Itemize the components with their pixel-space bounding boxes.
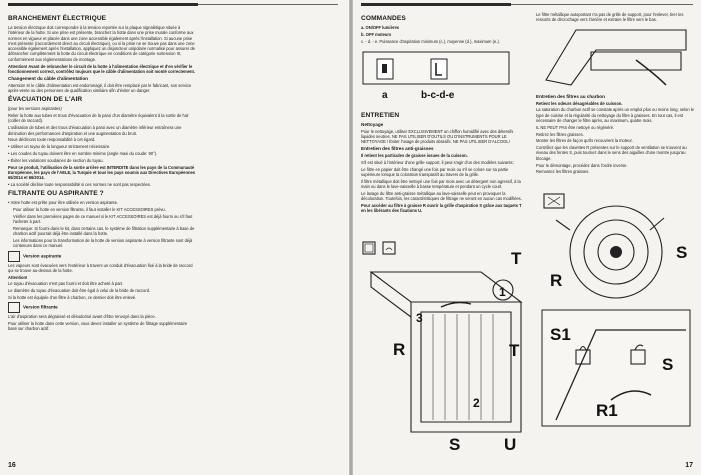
label-3: 3 bbox=[416, 311, 423, 325]
step: Monter les filtres de façon qu'ils recouvrent la moteur. bbox=[536, 138, 633, 144]
left-column bbox=[8, 12, 196, 333]
duct-icon bbox=[8, 251, 20, 262]
motor-buttons-icon bbox=[431, 59, 447, 79]
subsection-title-charbon: Entretien des filtres au charbon bbox=[536, 94, 605, 99]
autoportant-filter-figure bbox=[536, 20, 696, 90]
list-item-text: Les coudes du tuyau doivent être en nombre minime (angle maxi du coude: 90°). bbox=[10, 150, 158, 156]
paragraph: Pour le nettoyage, utiliser EXCLUSIVEMENT un chiffon humidifié avec des détersifs liquides neutres. NE PAS UTILISER D'OUTILS OU D'INSTRUMENTS POUR LE NETTOYAGE ! Éviter l'usage de produits abrasifs. NE PAS UTILISER D'ALCOOL! bbox=[361, 128, 514, 145]
subsection-title-nettoyage: Nettoyage bbox=[361, 122, 384, 127]
paragraph: La tension électrique doit correspondre à la tension reportée sur la plaque signalétique située à l'intérieur de la hotte. Si une prise est présente, branchez la hotte dans une prise murale conforme aux normes en vigueur et placée dans une zone accessible également après l'installation. Si aucune prise n'est présente (raccordement direct au circuit électrique), ou si la prise ne se trouve pas dans une zone accessible également après l'installation, appliquez un disjoncteur unipolaire normalisé pour assurer de débrancher complètement la hotte du circuit électrique en conditions de catégorie surtension III, conformément aux réglementations de montage. bbox=[8, 25, 195, 62]
step: Contrôlez que les clavettes R présentes sur le support de ventilation se trouvent au niveau des fentes S, puis tournez dans le sens des aiguilles d'une montre jusqu'au blocage. bbox=[536, 145, 687, 161]
list-item: • Éviter les variations soudaines de section du tuyau. bbox=[8, 157, 104, 163]
paragraph-attention: Attention! bbox=[8, 274, 28, 280]
list-item: Pour utiliser la hotte en version filtrante, il faut installer le KIT ACCESSOIRES prévu. bbox=[13, 207, 166, 213]
grease-filter-figure bbox=[361, 232, 531, 457]
label-2: 2 bbox=[473, 396, 480, 410]
list-item: • Les coudes du tuyau doivent être en nombre minime (angle maxi du coude: 90°). bbox=[8, 150, 158, 156]
label-R: R bbox=[550, 271, 563, 290]
paragraph: Pour utiliser la hotte dans cette version, vous devez installer un système de filtrage supplémentaire basé sur charbon actif. bbox=[8, 321, 188, 332]
right-column-1-entretien bbox=[361, 109, 526, 215]
paragraph: Le tuyau d'évacuation n'est pas fourni et doit être acheté à part. bbox=[8, 281, 124, 287]
paragraph: La saturation du charbon actif se constate après un emploi plus ou moins long, selon le type de cuisine et la régularité du nettoyage du filtre à graisses. En tout cas, il est nécessaire de changer le filtre après, au maximum, quatre mois. bbox=[536, 107, 694, 123]
step: Pour le démontage, procédez dans l'ordre inverse. bbox=[536, 162, 628, 168]
recirculation-icon bbox=[8, 302, 20, 313]
paragraph: Pour accéder au filtre à graisse R ouvrir la grille d'aspiration S grâce aux taquets T en les libérants des fixations U. bbox=[361, 202, 522, 214]
section-title-commandes: COMMANDES bbox=[361, 15, 406, 22]
carbon-filter-figure bbox=[536, 190, 696, 440]
label-1: 1 bbox=[499, 285, 506, 299]
label-T: T bbox=[511, 249, 522, 268]
subsection-title-text: Version aspirante bbox=[23, 253, 62, 259]
subsection-title-cable: Changement du câble d'alimentation bbox=[8, 76, 88, 82]
section-title-branchement: BRANCHEMENT ÉLECTRIQUE bbox=[8, 15, 107, 22]
header-rule bbox=[511, 4, 693, 5]
header-bar bbox=[361, 3, 511, 6]
right-column-1 bbox=[361, 12, 526, 45]
step: Retirez les filtres graisses. bbox=[536, 131, 584, 137]
subsection-title-aspirante bbox=[8, 251, 196, 262]
paragraph: Nous déclinons toute responsabilité à cet égard. bbox=[8, 137, 96, 143]
list-item: Les informations pour la transformation de la hotte de version aspirante à version filtrante sont déjà contenues dans ce manuel. bbox=[13, 238, 193, 249]
label-R: R bbox=[393, 340, 406, 359]
paragraph: IL NE PEUT PAS être nettoyé ou régénéré. bbox=[536, 124, 615, 130]
paragraph: Les vapeurs sont évacuées vers l'extérieur à travers un conduit d'évacuation fixé à la bride de raccord qui se trouve au-dessus de la hotte. bbox=[8, 262, 193, 273]
section-title-filtrante: FILTRANTE OU ASPIRANTE ? bbox=[8, 190, 104, 198]
filter-panel bbox=[591, 52, 681, 70]
paragraph-warning: Pour ce produit, l'utilisation de la sortie arrière est INTERDITE dans les pays de la Communauté Européenne, les pays de l'AELE, la Turquie et tous les pays soumis aux Directives Européennes 65/2014 et 66/2014. bbox=[8, 164, 195, 181]
page-number: 16 bbox=[8, 462, 16, 469]
subsection-title-text: Version filtrante bbox=[23, 305, 58, 311]
paragraph: (pour les versions aspirantes) bbox=[8, 106, 62, 112]
step: Remontez les filtres graisses. bbox=[536, 169, 590, 175]
right-page bbox=[353, 0, 701, 475]
paragraph: S'il est situé à l'intérieur d'une grille support, il peut s'agir d'un des modèles suivants: bbox=[361, 159, 514, 165]
paragraph: Le lavage du filtre anti-graisse métallique au lave-vaisselle peut en provoquer la décoloration. Toutefois, les caractéristiques de filtrage ne seront en aucun cas modifiées. bbox=[361, 190, 522, 202]
paragraph: Il retient les particules de graisse issues de la cuisson. bbox=[361, 153, 468, 159]
paragraph: L'air d'aspiration sera dégraissé et désodorisé avant d'être renvoyé dans la pièce. bbox=[8, 314, 156, 320]
list-item: Vérifier dans les premières pages de ce manuel si le KIT ACCESSOIRES est déjà fourni ou s'il faut l'acheter à part. bbox=[13, 213, 193, 225]
list-item: • La société décline toute responsabilité si ces normes ne sont pas respectées. bbox=[8, 181, 151, 187]
control-item: a. ON/OFF lumières bbox=[361, 25, 399, 30]
list-item-text: Utiliser un tuyau de la longueur strictement nécessaire. bbox=[10, 144, 111, 150]
page-number: 17 bbox=[685, 462, 693, 469]
hand-icon bbox=[636, 60, 666, 85]
paragraph: Si la hotte est équipée d'un filtre à charbon, ce dernier doit être enlevé. bbox=[8, 295, 137, 301]
hood-outline bbox=[546, 30, 686, 85]
subsection-title-filtres: Entretien des filtres anti-graisses bbox=[361, 146, 434, 152]
control-item: c. - d. - e. Puissance d'aspiration minimum (c.), moyenne (d.), maximum (e.). bbox=[361, 38, 500, 44]
list-item: Remarque: Si fourni dans le kit, dans certains cas, le système de filtration supplémentaire à base de charbon actif pourrait déjà être installé dans la hotte. bbox=[13, 225, 195, 237]
paragraph: Attention! Si le câble d'alimentation est endommagé, il doit être remplacé par le fabricant, son service après-vente ou des personnes de qualification similaire afin d'éviter un danger. bbox=[8, 82, 192, 94]
label-S-2: S bbox=[662, 355, 674, 374]
header-bar bbox=[8, 3, 198, 6]
paragraph: Relier la hotte aux tubes et trous d'évacuation de la paroi d'un diamètre équivalent à la sortie de l'air (collier de raccord). bbox=[8, 113, 189, 124]
arrow-icon bbox=[441, 303, 471, 307]
paragraph: Retient les odeurs désagréables de cuisson. bbox=[536, 100, 623, 106]
label-S: S bbox=[449, 435, 461, 454]
left-page bbox=[0, 0, 349, 475]
list-item-text: Éviter les variations soudaines de section du tuyau. bbox=[10, 157, 104, 163]
label-bcde: b-c-d-e bbox=[421, 90, 455, 101]
label-S1: S1 bbox=[550, 325, 571, 344]
label-R1: R1 bbox=[596, 401, 618, 420]
label-S: S bbox=[676, 243, 688, 262]
paragraph: L'utilisation de tubes et des trous d'évacuation à paroi avec un diamètre inférieur entraînera une diminution des performances d'aspiration et une augmentation du bruit. bbox=[8, 125, 182, 136]
list-item: • Utiliser un tuyau de la longueur strictement nécessaire. bbox=[8, 144, 111, 150]
section-title-evacuation: ÉVACUATION DE L'AIR bbox=[8, 96, 83, 104]
control-panel-figure bbox=[361, 50, 511, 104]
label-U: U bbox=[504, 435, 517, 454]
right-column-2 bbox=[536, 92, 694, 176]
paragraph: Le filtre métallique autoportant n'a pas de grille de support, pour l'enlever, tirer les ressorts de décrochage vers l'arrière et extraire le filtre vers le bas. bbox=[536, 12, 684, 23]
right-column-2-top bbox=[536, 12, 694, 24]
list-item: • Votre hotte est prête pour être utilisée en version aspirante. bbox=[8, 200, 118, 206]
light-button-icon bbox=[377, 59, 393, 79]
paragraph: Le filtre en papier doit être changé une fois par mois ou s'il se colore sur sa partie supérieure lorsque la coloration transparaît au travers de la grille. bbox=[361, 166, 509, 177]
subsection-title-version-filtrante bbox=[8, 302, 196, 313]
control-item: b. OFF moteurs bbox=[361, 31, 392, 37]
paragraph: Le diamètre du tuyau d'évacuation doit être égal à celui de la bride de raccord. bbox=[8, 288, 151, 294]
section-title-entretien: ENTRETIEN bbox=[361, 112, 400, 119]
label-a: a bbox=[382, 90, 388, 101]
paragraph: Il filtre métallique doit être nettoyé une fois par mois avec un détergent non agressif, à la main ou dans le lave-vaisselle à basse température et pendant un cycle court. bbox=[361, 178, 521, 190]
label-T-2: T bbox=[509, 341, 520, 360]
list-item-text: La société décline toute responsabilité si ces normes ne sont pas respectées. bbox=[10, 181, 151, 187]
paragraph-attention: Attention! Avant de rebrancher le circuit de la hotte à l'alimentation électrique et d'en vérifier le fonctionnement correct, contrôlez toujours que le câble d'alimentation soit monté correctement. bbox=[8, 63, 196, 74]
list-item-text: Votre hotte est prête pour être utilisée en version aspirante. bbox=[10, 200, 118, 206]
filter-grid bbox=[421, 312, 511, 422]
header-rule bbox=[198, 4, 338, 5]
